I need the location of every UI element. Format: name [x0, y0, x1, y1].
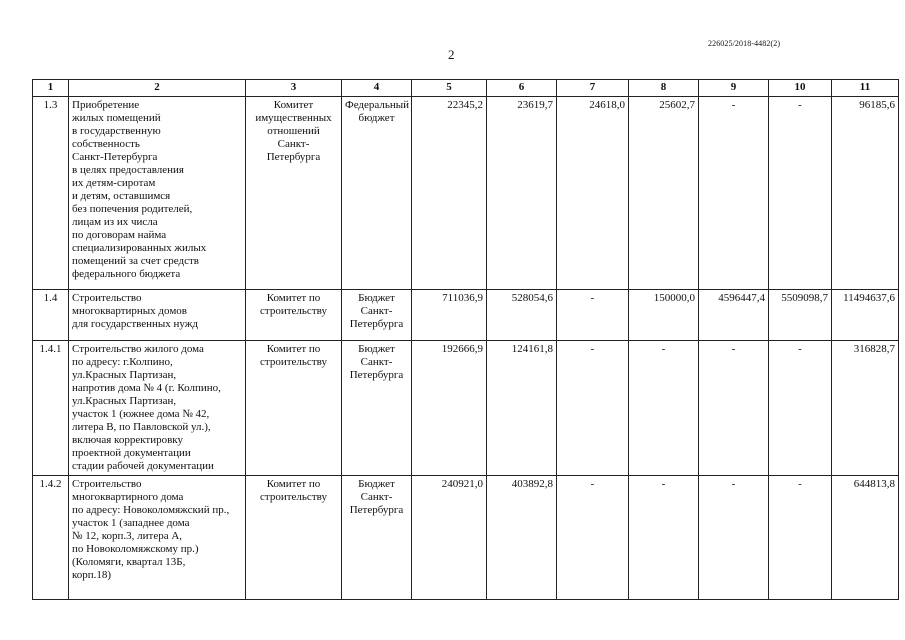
cell-col7: 24618,0: [557, 97, 629, 290]
cell-col5: 192666,9: [412, 341, 487, 476]
column-header: 1: [33, 80, 69, 97]
table-row: [33, 97, 899, 290]
row-funding-source: Бюджет Санкт- Петербурга: [342, 341, 412, 476]
row-funding-source: Бюджет Санкт- Петербурга: [342, 476, 412, 600]
cell-col10: -: [769, 341, 832, 476]
cell-col7: -: [557, 476, 629, 600]
cell-col10: -: [769, 97, 832, 290]
cell-col11: 11494637,6: [832, 290, 899, 341]
cell-col11: 96185,6: [832, 97, 899, 290]
cell-col11: 644813,8: [832, 476, 899, 600]
column-header: 5: [412, 80, 487, 97]
column-header: 10: [769, 80, 832, 97]
cell-col7: -: [557, 341, 629, 476]
cell-col8: 150000,0: [629, 290, 699, 341]
row-description: Строительство жилого дома по адресу: г.Колпино, ул.Красных Партизан, напротив дома № 4 (г. Колпино, ул.Красных Партизан, участок 1 (южнее дома № 42, литера В, по Павловской ул.), включая корректировку проектной документации стадии рабочей документации: [69, 341, 246, 476]
row-funding-source: Бюджет Санкт- Петербурга: [342, 290, 412, 341]
cell-col8: -: [629, 341, 699, 476]
document-id: 226025/2018-4482(2): [708, 39, 781, 48]
cell-col5: 22345,2: [412, 97, 487, 290]
data-table: [32, 79, 899, 600]
row-executor: Комитет по строительству: [246, 476, 342, 600]
cell-col10: 5509098,7: [769, 290, 832, 341]
cell-col9: -: [699, 97, 769, 290]
row-funding-source: Федеральный бюджет: [342, 97, 412, 290]
cell-col9: -: [699, 476, 769, 600]
page-number: 2: [448, 47, 455, 62]
row-number: 1.3: [33, 97, 69, 290]
cell-col8: 25602,7: [629, 97, 699, 290]
row-number: 1.4.2: [33, 476, 69, 600]
table-row: [33, 341, 899, 476]
column-header: 2: [69, 80, 246, 97]
cell-col9: -: [699, 341, 769, 476]
cell-col6: 124161,8: [487, 341, 557, 476]
row-executor: Комитет по строительству: [246, 290, 342, 341]
row-number: 1.4: [33, 290, 69, 341]
cell-col6: 528054,6: [487, 290, 557, 341]
cell-col5: 711036,9: [412, 290, 487, 341]
column-header: 4: [342, 80, 412, 97]
row-description: Приобретение жилых помещений в государственную собственность Санкт-Петербурга в целях предоставления их детям-сиротам и детям, оставшимся без попечения родителей, лицам из их числа по договорам найма специализированных жилых помещений за счет средств федерального бюджета: [69, 97, 246, 290]
row-executor: Комитет имущественных отношений Санкт- Петербурга: [246, 97, 342, 290]
column-header: 3: [246, 80, 342, 97]
cell-col8: -: [629, 476, 699, 600]
cell-col11: 316828,7: [832, 341, 899, 476]
cell-col7: -: [557, 290, 629, 341]
header-row: [33, 80, 899, 97]
cell-col9: 4596447,4: [699, 290, 769, 341]
column-header: 11: [832, 80, 899, 97]
row-description: Строительство многоквартирных домов для государственных нужд: [69, 290, 246, 341]
row-executor: Комитет по строительству: [246, 341, 342, 476]
row-description: Строительство многоквартирного дома по адресу: Новоколомяжский пр., участок 1 (западнее дома № 12, корп.3, литера А, по Новоколомяжскому пр.) (Коломяги, квартал 13Б, корп.18): [69, 476, 246, 600]
cell-col5: 240921,0: [412, 476, 487, 600]
column-header: 8: [629, 80, 699, 97]
column-header: 9: [699, 80, 769, 97]
cell-col6: 403892,8: [487, 476, 557, 600]
table-row: [33, 290, 899, 341]
row-number: 1.4.1: [33, 341, 69, 476]
cell-col6: 23619,7: [487, 97, 557, 290]
column-header: 6: [487, 80, 557, 97]
cell-col10: -: [769, 476, 832, 600]
table-row: [33, 476, 899, 600]
column-header: 7: [557, 80, 629, 97]
